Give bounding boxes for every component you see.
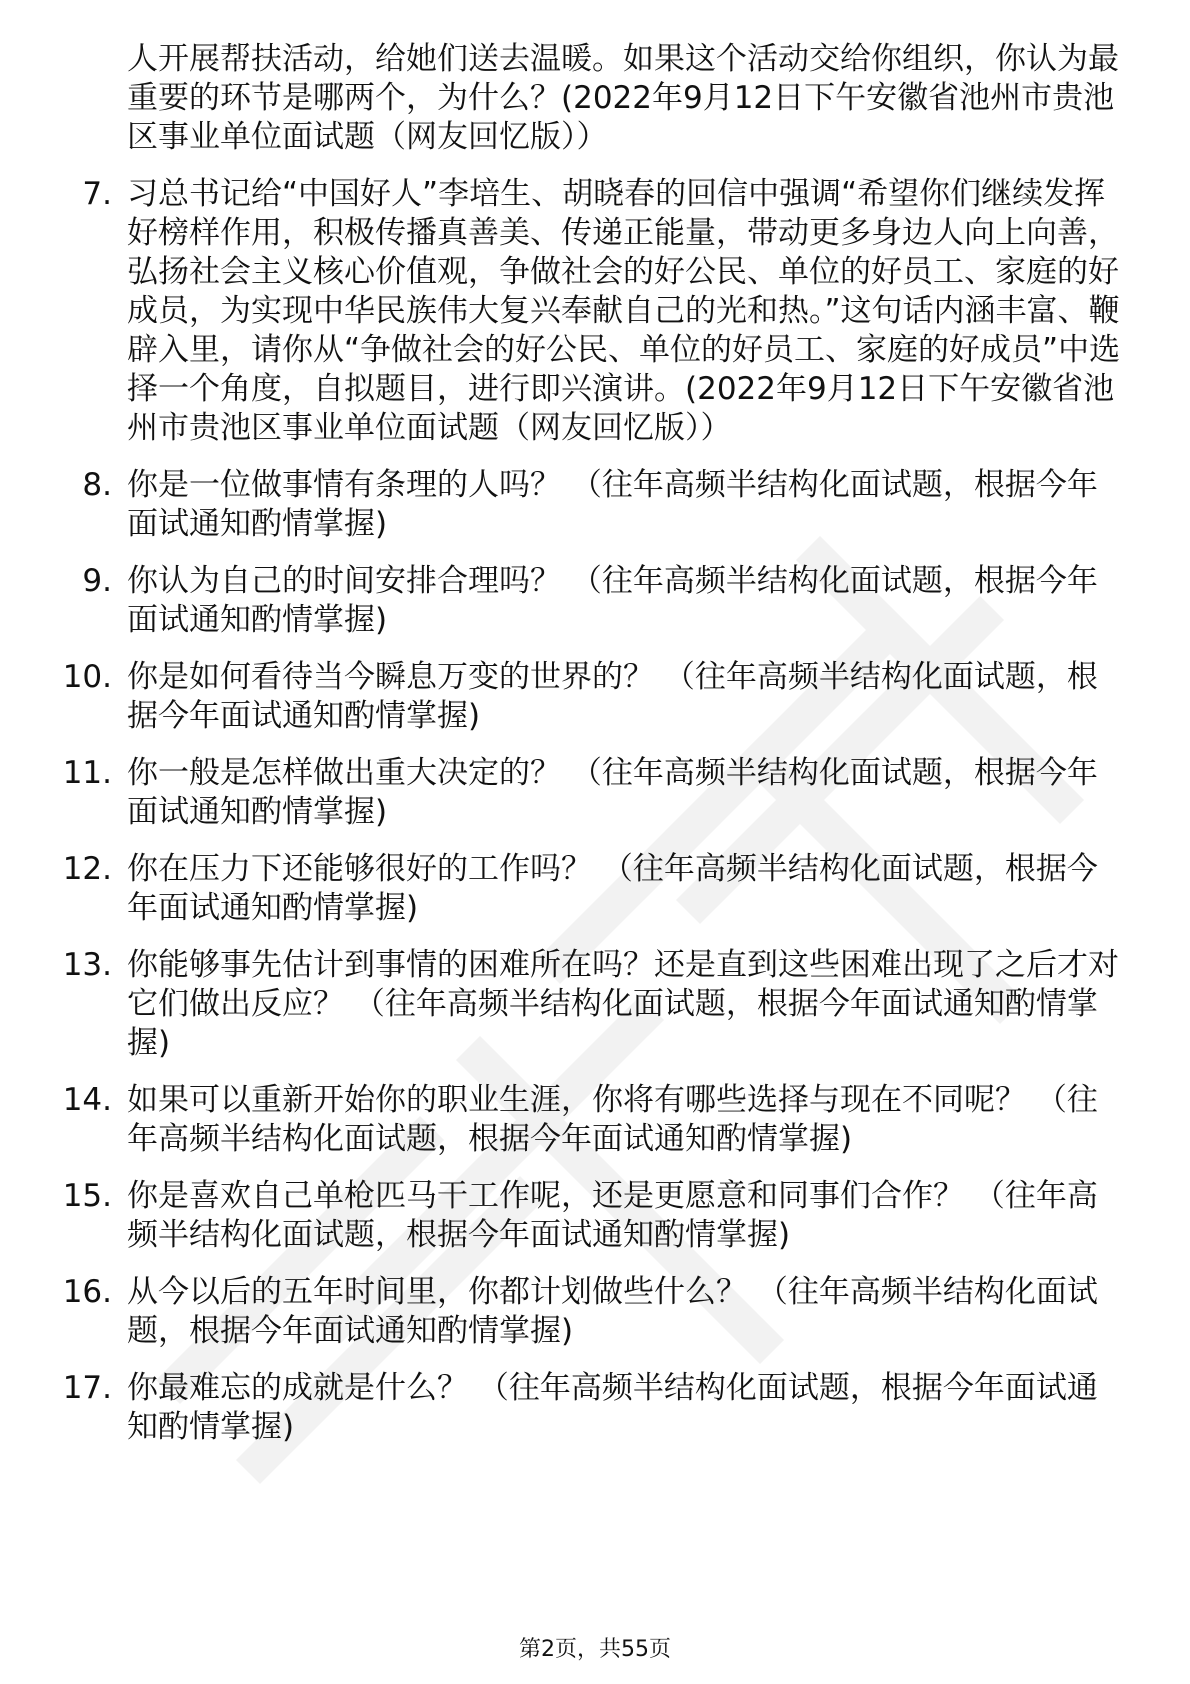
document-body — [0, 40, 1190, 1465]
question-text: 你在压力下还能够很好的工作吗？ （往年高频半结构化面试题，根据今年面试通知酌情掌握) — [127, 851, 1098, 926]
question-number: 12. — [62, 851, 112, 887]
question-text: 你认为自己的时间安排合理吗？ （往年高频半结构化面试题，根据今年面试通知酌情掌握) — [127, 563, 1098, 638]
question-text: 你是一位做事情有条理的人吗？ （往年高频半结构化面试题，根据今年面试通知酌情掌握) — [127, 467, 1098, 542]
question-text: 你能够事先估计到事情的困难所在吗？还是直到这些困难出现了之后才对它们做出反应？ （往年高频半结构化面试题，根据今年面试通知酌情掌握) — [127, 947, 1119, 1061]
question-text: 你是喜欢自己单枪匹马干工作呢，还是更愿意和同事们合作？ （往年高频半结构化面试题，根据今年面试通知酌情掌握) — [127, 1178, 1098, 1253]
question-item-14 — [0, 1081, 1190, 1159]
question-text: 从今以后的五年时间里，你都计划做些什么？ （往年高频半结构化面试题，根据今年面试通知酌情掌握) — [127, 1274, 1098, 1349]
question-number: 16. — [62, 1274, 112, 1310]
question-item-7 — [0, 175, 1190, 448]
question-item-12 — [0, 850, 1190, 928]
question-number: 14. — [62, 1082, 112, 1118]
continuation-text: 人开展帮扶活动，给她们送去温暖。如果这个活动交给你组织，你认为最重要的环节是哪两个，为什么？(2022年9月12日下午安徽省池州市贵池区事业单位面试题（网友回忆版）） — [127, 41, 1119, 155]
question-text: 你一般是怎样做出重大决定的？ （往年高频半结构化面试题，根据今年面试通知酌情掌握) — [127, 755, 1098, 830]
question-number: 17. — [62, 1370, 112, 1406]
question-item-11 — [0, 754, 1190, 832]
question-number: 15. — [62, 1178, 112, 1214]
question-text: 你是如何看待当今瞬息万变的世界的？ （往年高频半结构化面试题，根据今年面试通知酌情掌握) — [127, 659, 1098, 734]
question-text: 如果可以重新开始你的职业生涯，你将有哪些选择与现在不同呢？ （往年高频半结构化面试题，根据今年面试通知酌情掌握) — [127, 1082, 1098, 1157]
question-item-8 — [0, 466, 1190, 544]
question-number: 11. — [62, 755, 112, 791]
question-text: 你最难忘的成就是什么？ （往年高频半结构化面试题，根据今年面试通知酌情掌握) — [127, 1370, 1098, 1445]
page-footer: 第2页，共55页 — [519, 1637, 671, 1662]
question-number: 9. — [82, 563, 112, 599]
question-item-15 — [0, 1177, 1190, 1255]
question-item-17 — [0, 1369, 1190, 1447]
question-item-9 — [0, 562, 1190, 640]
question-item-10 — [0, 658, 1190, 736]
question-number: 13. — [62, 947, 112, 983]
question-text: 习总书记给“中国好人”李培生、胡晓春的回信中强调“希望你们继续发挥好榜样作用，积极传播真善美、传递正能量，带动更多身边人向上向善，弘扬社会主义核心价值观，争做社会的好公民、单位的好员工、家庭的好成员，为实现中华民族伟大复兴奉献自己的光和热。”这句话内涵丰富、鞭辟入里，请你从“争做社会的好公民、单位的好员工、家庭的好成员”中选择一个角度，自拟题目，进行即兴演讲。(2022年9月12日下午安徽省池州市贵池区事业单位面试题（网友回忆版）） — [127, 176, 1121, 446]
question-item-13 — [0, 946, 1190, 1063]
question-number: 8. — [82, 467, 112, 503]
question-number: 7. — [82, 176, 112, 212]
question-item-16 — [0, 1273, 1190, 1351]
continuation-paragraph — [0, 40, 1190, 157]
question-number: 10. — [62, 659, 112, 695]
